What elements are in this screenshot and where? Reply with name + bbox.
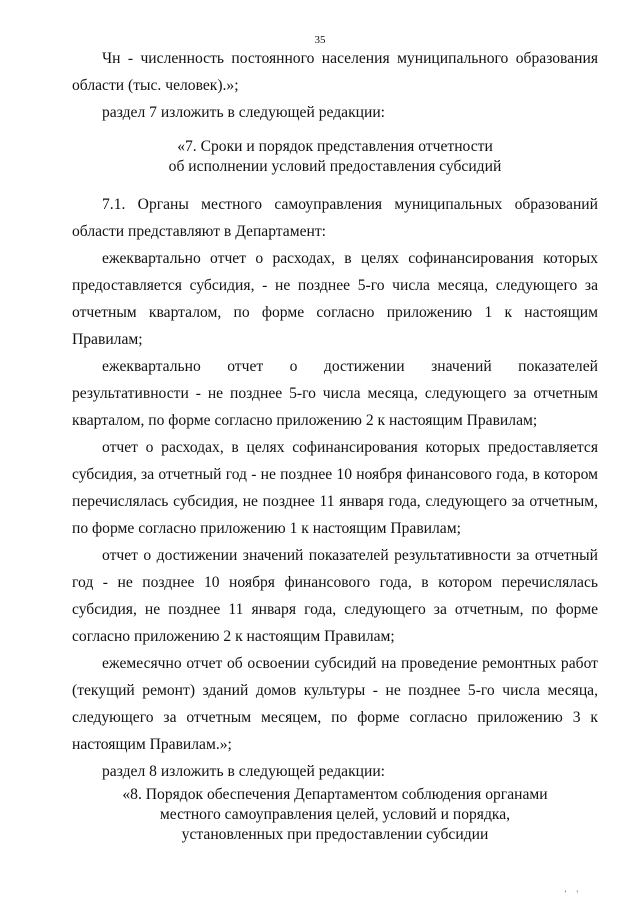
section-8-heading-line: «8. Порядок обеспечения Департаментом соблюдения органами <box>122 786 548 803</box>
paragraph-quarterly-expense-report: ежеквартально отчет о расходах, в целях софинансирования которых предоставляется субсидия, - не позднее 5-го числа месяца, следующего за отчетным кварталом, по форме согласно приложению 1 к настоящим Правилам; <box>72 250 598 348</box>
section-7-heading-line: «7. Сроки и порядок представления отчетности <box>177 138 493 155</box>
paragraph-section7-intro: раздел 7 изложить в следующей редакции: <box>102 104 386 121</box>
paragraph-quarterly-performance-report: ежеквартально отчет о достижении значений показателей результативности - не позднее 5-го числа месяца, следующего за отчетным кварталом, по форме согласно приложению 2 к настоящим Правилам; <box>72 358 598 429</box>
paragraph-section8-intro: раздел 8 изложить в следующей редакции: <box>102 763 386 780</box>
paragraph-annual-performance-report: отчет о достижении значений показателей результативности за отчетный год - не позднее 10 ноября финансового года, в котором перечислялась субсидия, не позднее 11 января года, следующего за отчетным, по форме согласно приложению 2 к настоящим Правилам; <box>72 547 598 645</box>
page-number: 35 <box>314 34 326 46</box>
section-7-heading-line: об исполнении условий предоставления субсидий <box>168 158 502 175</box>
paragraph-population-definition: Чн - численность постоянного населения муниципального образования области (тыс. человек).»; <box>72 50 598 94</box>
section-7-heading <box>72 137 598 177</box>
paragraph-monthly-repair-report: ежемесячно отчет об освоении субсидий на проведение ремонтных работ (текущий ремонт) зданий домов культуры - не позднее 5-го числа месяца, следующего за отчетным месяцем, по форме согласно приложению 3 к настоящим Правилам.»; <box>72 655 598 753</box>
paragraph-7-1: 7.1. Органы местного самоуправления муниципальных образований области представляют в Департамент: <box>72 196 598 240</box>
section-8-heading <box>72 785 598 845</box>
scan-corner-marks: ' ' <box>564 889 582 899</box>
paragraph-annual-expense-report: отчет о расходах, в целях софинансирования которых предоставляется субсидия, за отчетный год - не позднее 10 ноября финансового года, в котором перечислялась субсидия, не позднее 11 января года, следующего за отчетным, по форме согласно приложению 1 к настоящим Правилам; <box>72 439 598 537</box>
section-8-heading-line: установленных при предоставлении субсидии <box>181 826 489 843</box>
section-8-heading-line: местного самоуправления целей, условий и порядка, <box>159 806 511 823</box>
document-body <box>72 45 598 845</box>
